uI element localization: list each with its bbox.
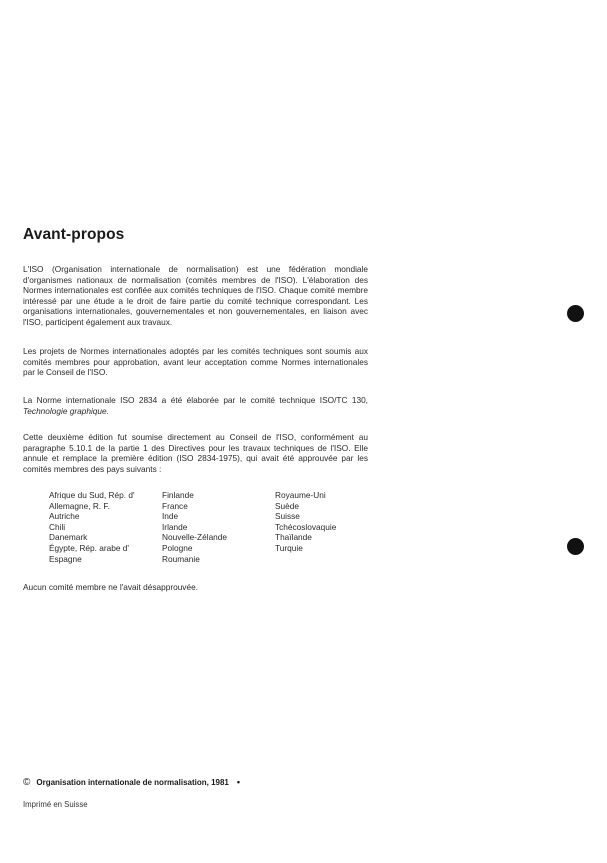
paragraph-standard-origin — [23, 395, 368, 416]
country-item: Espagne — [49, 553, 82, 564]
printed-in: Imprimé en Suisse — [23, 800, 88, 809]
standard-origin-text: La Norme internationale ISO 2834 a été élaborée par le comité technique ISO/TC 130, — [23, 395, 368, 405]
committee-name: Technologie graphique. — [23, 405, 109, 416]
paragraph-iso-intro: L'ISO (Organisation internationale de normalisation) est une fédération mondiale d'organismes nationaux de normalisation (comités membres de l'ISO). L'élaboration des Normes internationales est confiée aux comités techniques de l'ISO. Chaque comité membre intéressé par une étude a le droit de faire partie du comité technique correspondant. Les organisations internationales, gouvernementales et non gouvernementales, en liaison avec l'ISO, participent également aux travaux. — [23, 264, 368, 327]
country-item: Tchécoslovaquie — [275, 521, 337, 532]
binder-hole-top — [567, 305, 584, 322]
country-item: Inde — [162, 511, 179, 522]
country-column-1 — [49, 490, 135, 564]
paragraph-edition: Cette deuxième édition fut soumise directement au Conseil de l'ISO, conformément au paragraphe 5.10.1 de la partie 1 des Directives pour les travaux techniques de l'ISO. Elle annule et remplace la première édition (ISO 2834-1975), qui avait été approuvée par les comités membres des pays suivants : — [23, 432, 368, 474]
country-item: Roumanie — [162, 553, 200, 564]
country-column-3 — [275, 490, 336, 554]
country-column-2 — [162, 490, 227, 564]
country-item: Chili — [49, 521, 66, 532]
country-item: Afrique du Sud, Rép. d' — [49, 490, 135, 500]
country-item: Allemagne, R. F. — [49, 500, 110, 511]
paragraph-no-disapproval: Aucun comité membre ne l'avait désapprouvée. — [23, 582, 198, 592]
country-item: Royaume-Uni — [275, 490, 326, 500]
paragraph-projects: Les projets de Normes internationales adoptés par les comités techniques sont soumis aux comités membres pour approbation, avant leur acceptation comme Normes internationales par le Conseil de l'ISO. — [23, 346, 368, 378]
country-item: Nouvelle-Zélande — [162, 532, 228, 543]
country-item: France — [162, 500, 188, 511]
country-item: Suède — [275, 500, 299, 511]
country-item: Danemark — [49, 532, 88, 543]
page-title: Avant-propos — [23, 226, 125, 243]
country-item: Suisse — [275, 511, 300, 522]
bullet-icon: • — [236, 777, 241, 787]
country-item: Finlande — [162, 490, 194, 500]
country-item: Pologne — [162, 542, 193, 553]
copyright-symbol: © — [23, 777, 31, 788]
binder-hole-bottom — [567, 538, 584, 555]
country-item: Turquie — [275, 542, 303, 553]
country-item: Égypte, Rép. arabe d' — [49, 542, 129, 553]
country-item: Irlande — [162, 521, 188, 532]
copyright-line — [23, 777, 240, 788]
copyright-text: Organisation internationale de normalisation, 1981 — [36, 778, 229, 787]
country-item: Thaïlande — [275, 532, 312, 543]
country-item: Autriche — [49, 511, 80, 522]
